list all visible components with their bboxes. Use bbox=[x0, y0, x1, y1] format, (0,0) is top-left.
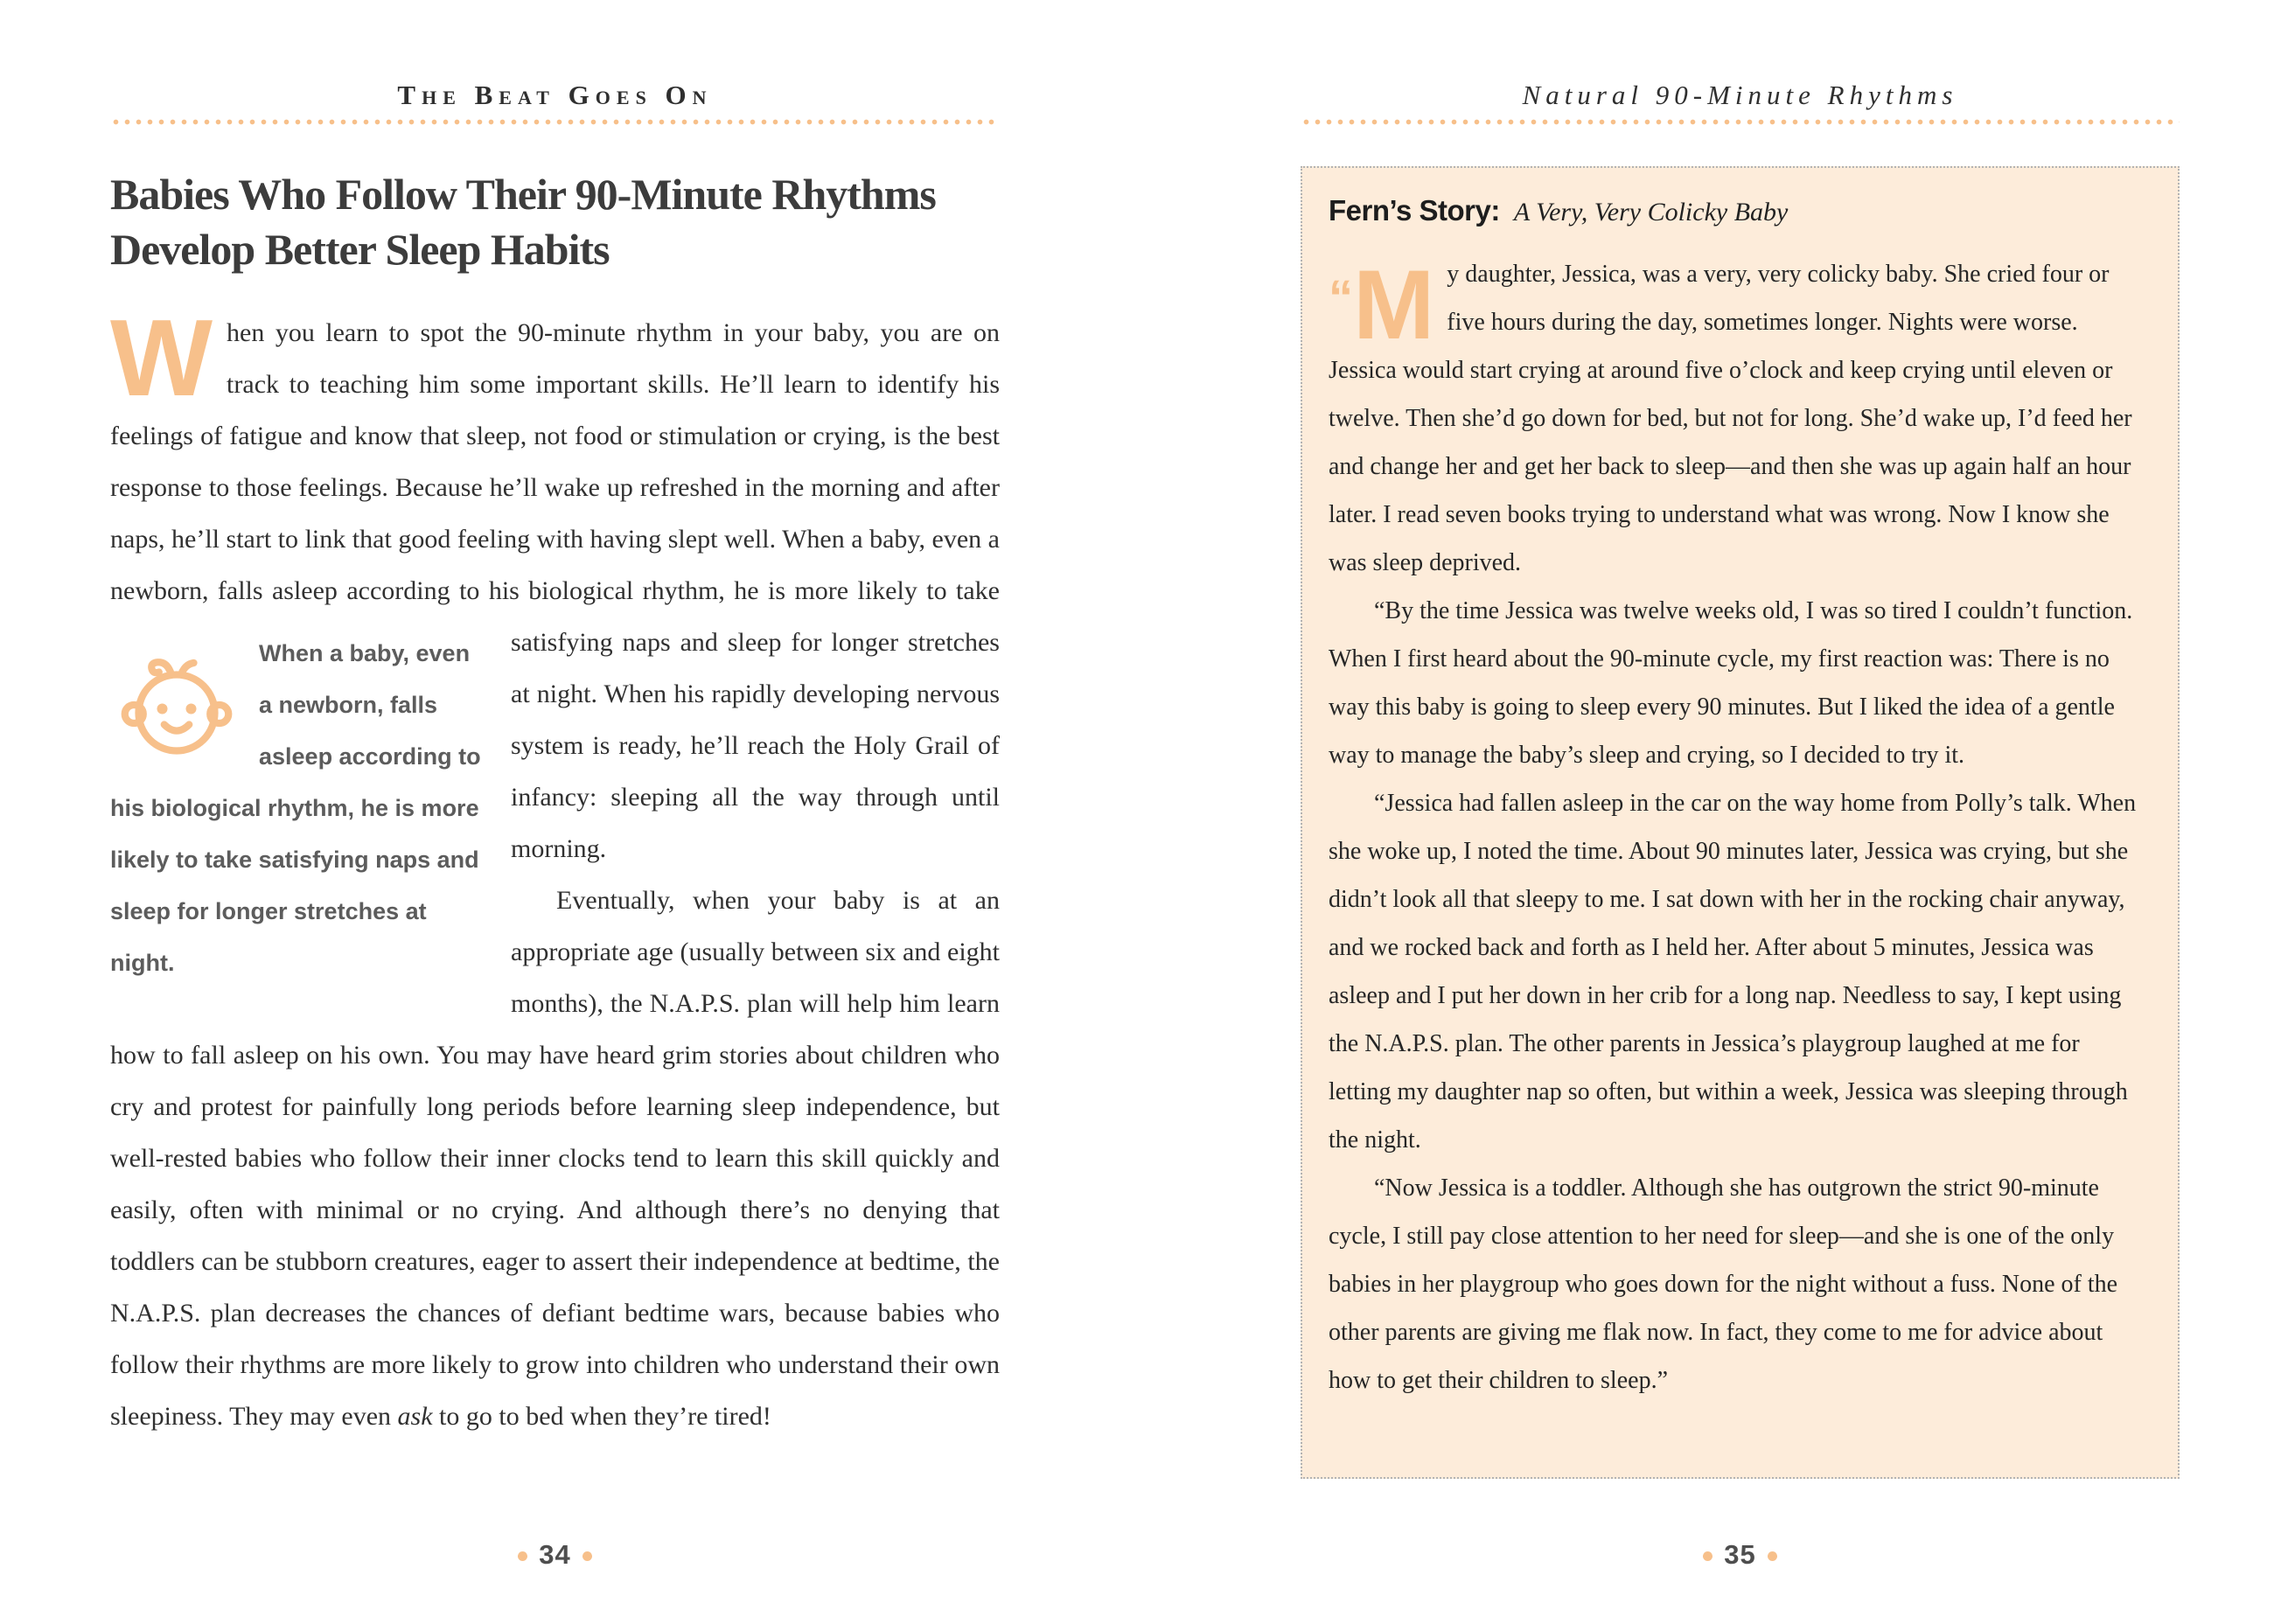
emphasized-word: ask bbox=[397, 1402, 433, 1431]
story-heading bbox=[1329, 194, 2146, 227]
page-footer-right bbox=[1301, 1539, 2180, 1571]
paragraph-2-text-a: Eventually, when your baby is at an appropriate age (usually between six and eight months), the N.A.P.S. plan will help him learn how to fall asleep on his own. You may have heard grim stories about children who cry and protest for painfully long periods before learning sleep independence, but well-rested babies who follow their inner clocks tend to learn this skill quickly and easily, often with minimal or no crying. And although there’s no denying that toddlers can be stubborn creatures, eager to assert their independence at bedtime, the N.A.P.S. plan decreases the chances of defiant bedtime wars, because babies who follow their rhythms are more likely to grow into children who understand their own sleepiness. They may even bbox=[110, 886, 1000, 1431]
paragraph-1-text-a: hen you learn to spot the 90-minute rhythm in your baby, you are on track to teaching him some important skills. He’ll learn to identify his feelings of fatigue and know that sleep, not food or stimulation or crying, is the best response to those feelings. Because he’ll wake up refreshed in the morning and after naps, he’ll start to link that good feeling with having slept well. When a baby, even a newborn, falls asleep according to his biological rhythm, he is more likely to take satisfying naps and sleep for bbox=[110, 318, 1000, 657]
story-box bbox=[1301, 166, 2180, 1479]
footer-dot-icon bbox=[1703, 1551, 1712, 1561]
footer-dot-icon bbox=[582, 1551, 592, 1561]
page-footer-left bbox=[110, 1539, 1000, 1571]
paragraph-1-text-b: longer stretches at night. When his rapidly developing nervous system is ready, he’ll reach the Holy Grail of infancy: sleeping all the way through until morning. bbox=[511, 628, 1000, 863]
drop-cap-w: W bbox=[110, 298, 213, 419]
pull-quote-text: When a baby, even a newborn, falls asleep according to his biological rhythm, he is more likely to take satisfying naps and sleep for longer stretches at night. bbox=[110, 640, 481, 976]
story-paragraph-4: “Now Jessica is a toddler. Although she has outgrown the strict 90-minute cycle, I still pay close attention to her need for sleep—and she is one of the only babies in her playgroup who goes down for the night without a fuss. None of the other parents are giving me flak now. In fact, they come to me for advice about how to get their children to sleep.” bbox=[1329, 1174, 2118, 1394]
page-number: 34 bbox=[539, 1539, 571, 1570]
drop-cap-quote-mark: “ bbox=[1329, 269, 1351, 324]
left-page bbox=[110, 0, 1000, 1624]
pull-quote bbox=[110, 627, 481, 988]
body-text bbox=[110, 298, 1000, 1442]
running-head-left: The Beat Goes On bbox=[397, 80, 713, 110]
header-rule-right bbox=[1301, 119, 2180, 125]
story-title: A Very, Very Colicky Baby bbox=[1513, 198, 1789, 227]
story-paragraph-3: “Jessica had fallen asleep in the car on the way home from Polly’s talk. When she woke up, I noted the time. About 90 minutes later, Jessica was crying, but she didn’t look all that sleepy to me. I sat down with her in the rocking chair anyway, and we rocked back and forth as I held her. After about 5 minutes, Jessica was asleep and I put her down in her crib for a long nap. Needless to say, I kept using the N.A.P.S. plan. The other parents in Jessica’s playgroup laughed at me for letting my daughter nap so often, but within a week, Jessica was sleeping through the night. bbox=[1329, 790, 2137, 1154]
baby-face-icon bbox=[110, 634, 243, 765]
drop-cap-m bbox=[1329, 250, 1435, 359]
page-number: 35 bbox=[1724, 1539, 1756, 1570]
footer-dot-icon bbox=[1768, 1551, 1777, 1561]
section-title-line-1: Babies Who Follow Their 90-Minute Rhythms bbox=[110, 170, 936, 219]
paragraph-1 bbox=[110, 298, 1000, 976]
story-label: Fern’s Story: bbox=[1329, 194, 1500, 227]
paragraph-2-text-b: to go to bed when they’re tired! bbox=[432, 1402, 771, 1431]
right-page bbox=[1301, 0, 2180, 1624]
story-paragraph-1-text: y daughter, Jessica, was a very, very colicky baby. She cried four or five hours during the day, sometimes longer. Nights were worse. Jessica would start crying at around five o’clock and keep crying until eleven or twelve. Then she’d go down for bed, but not for long. She’d wake up, I’d feed her and change her and get her back to sleep—and then she was up again half an hour later. I read seven books trying to understand what was wrong. Now I know she was sleep deprived. bbox=[1329, 261, 2132, 576]
drop-cap-letter: M bbox=[1353, 250, 1435, 359]
running-head-right: Natural 90-Minute Rhythms bbox=[1522, 80, 1958, 110]
story-paragraph-2: “By the time Jessica was twelve weeks old, I was so tired I couldn’t function. When I first heard about the 90-minute cycle, my first reaction was: There is no way this baby is going to sleep every 90 minutes. But I liked the idea of a gentle way to manage the baby’s sleep and crying, so I decided to try it. bbox=[1329, 597, 2133, 769]
story-paragraph-1 bbox=[1329, 250, 2146, 587]
section-title-line-2: Develop Better Sleep Habits bbox=[110, 225, 610, 274]
story-text bbox=[1329, 250, 2146, 1404]
section-title bbox=[110, 167, 1000, 277]
footer-dot-icon bbox=[518, 1551, 527, 1561]
header-rule-left bbox=[110, 119, 1000, 125]
